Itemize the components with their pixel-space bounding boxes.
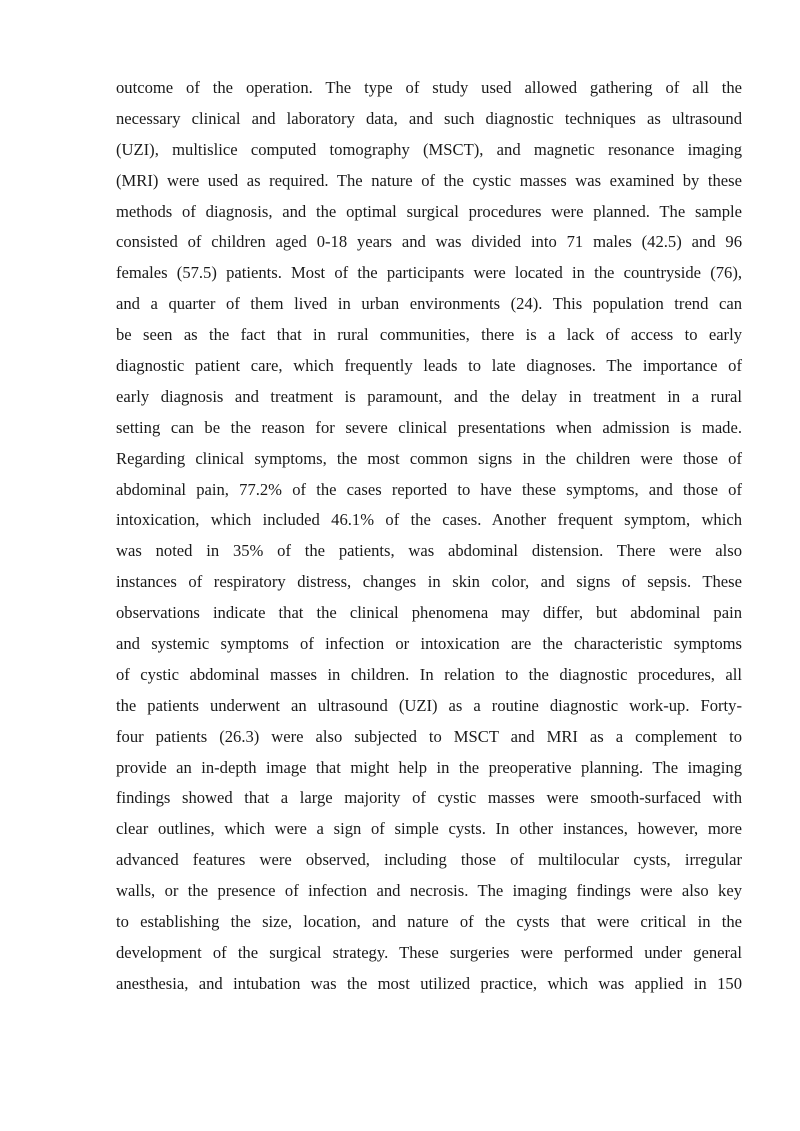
text-line: methods of diagnosis, and the optimal surgical procedures were planned. The sample (116, 201, 742, 221)
text-line: (MRI) were used as required. The nature of the cystic masses was examined by these (116, 170, 742, 190)
text-line: advanced features were observed, including those of multilocular cysts, irregular (116, 850, 742, 870)
text-line: necessary clinical and laboratory data, and such diagnostic techniques as ultrasound (116, 108, 742, 128)
text-line: provide an in-depth image that might help in the preoperative planning. The imaging (116, 757, 742, 777)
text-line: observations indicate that the clinical phenomena may differ, but abdominal pain (116, 603, 742, 623)
text-line: instances of respiratory distress, changes in skin color, and signs of sepsis. These (116, 572, 742, 592)
text-line: of cystic abdominal masses in children. In relation to the diagnostic procedures, all (116, 664, 742, 684)
text-line: clear outlines, which were a sign of simple cysts. In other instances, however, more (116, 819, 742, 839)
text-line: the patients underwent an ultrasound (UZI) as a routine diagnostic work-up. Forty- (116, 695, 742, 715)
text-line: anesthesia, and intubation was the most utilized practice, which was applied in 150 (116, 973, 742, 993)
text-line: outcome of the operation. The type of study used allowed gathering of all the (116, 78, 742, 97)
text-line: abdominal pain, 77.2% of the cases reported to have these symptoms, and those of (116, 479, 742, 499)
text-line: was noted in 35% of the patients, was abdominal distension. There were also (116, 541, 742, 561)
text-line: early diagnosis and treatment is paramount, and the delay in treatment in a rural (116, 386, 742, 406)
text-line: and systemic symptoms of infection or intoxication are the characteristic symptoms (116, 634, 742, 654)
text-line: intoxication, which included 46.1% of the cases. Another frequent symptom, which (116, 510, 742, 530)
text-line: setting can be the reason for severe clinical presentations when admission is made. (116, 417, 742, 437)
text-line: and a quarter of them lived in urban environments (24). This population trend can (116, 294, 742, 314)
text-line: be seen as the fact that in rural communities, there is a lack of access to early (116, 325, 742, 345)
text-line: to establishing the size, location, and nature of the cysts that were critical in the (116, 912, 742, 932)
text-line: walls, or the presence of infection and necrosis. The imaging findings were also key (116, 881, 742, 901)
text-line: (UZI), multislice computed tomography (MSCT), and magnetic resonance imaging (116, 139, 742, 159)
text-line: consisted of children aged 0-18 years and was divided into 71 males (42.5) and 96 (116, 232, 742, 252)
text-line: diagnostic patient care, which frequently leads to late diagnoses. The importance of (116, 356, 742, 376)
text-line: findings showed that a large majority of cystic masses were smooth-surfaced with (116, 788, 742, 808)
body-paragraph (116, 73, 742, 1000)
text-line: development of the surgical strategy. These surgeries were performed under general (116, 942, 742, 962)
text-line: females (57.5) patients. Most of the participants were located in the countryside (76), (116, 263, 742, 283)
text-line: four patients (26.3) were also subjected to MSCT and MRI as a complement to (116, 726, 742, 746)
text-line: Regarding clinical symptoms, the most common signs in the children were those of (116, 448, 742, 468)
